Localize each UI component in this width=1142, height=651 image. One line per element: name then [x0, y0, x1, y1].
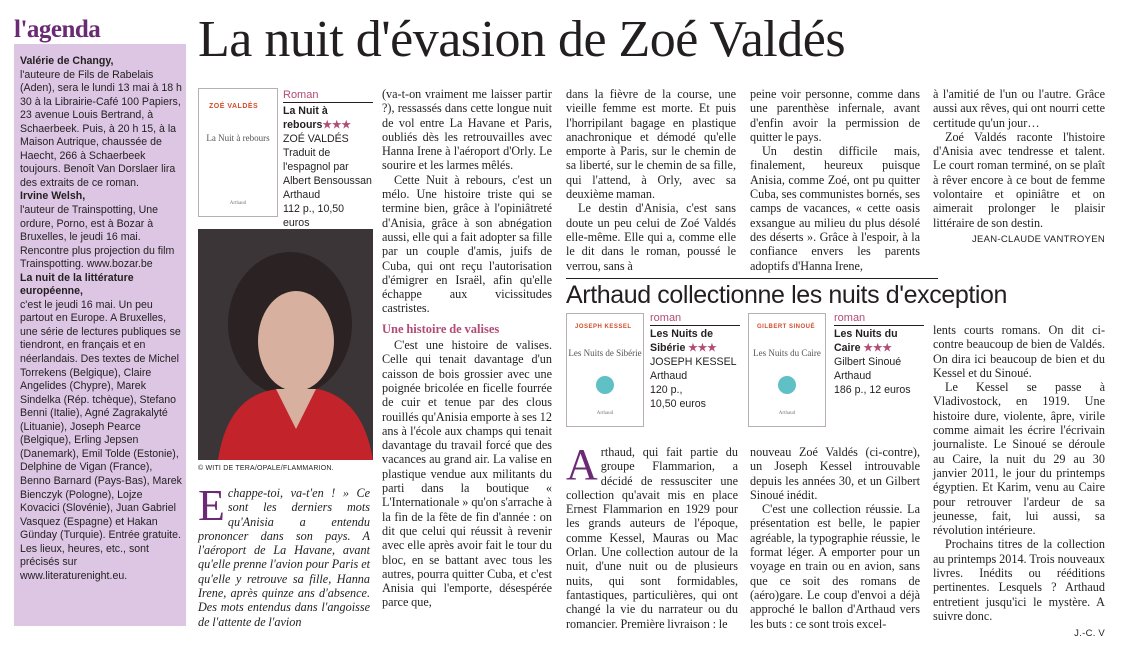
- article-opening: [198, 481, 370, 629]
- cover-author: JOSEPH KESSEL: [575, 324, 632, 330]
- paragraph: rthaud, qui fait partie du groupe Flammarion, a décidé de ressusciter une collection qu'avait mis en place Ernest Flammarion en 1929 pour les grands auteurs de l'époque, comme Kessel, Mauras ou Mac Orlan. Une collection autour de la nuit, d'une nuit ou de plusieurs nuits, qui sont formidables, fantastiques, particulières, qui ont changé la vie du narrateur ou du romancier. Première livraison : le: [566, 445, 738, 631]
- article-signature: J.-C. V: [1074, 628, 1105, 640]
- agenda-entry-text: c'est le jeudi 16 mai. Un peu partout en Europe. A Bruxelles, une série de lectures publiques se tiendront, en français et en néerlandais. Des textes de Michel Torrekens (Belgique), Claire Angelides (Chypre), Marek Sindelka (Rép. tchèque), Stefano Benni (Italie), Agné Zagrakalyté (Lituanie), Joseph Pearce (Belgique), Erling Jepsen (Danemark), Emil Tolde (Estonie), Delphine de Vigan (France), Benno Barnard (Pays-Bas), Marek Bienczyk (Pologne), Lojze Kovacici (Slovénie), Juan Gabriel Vasquez (Espagne) et Hakan Günday (Turquie). Entrée gratuite. Les lieux, heures, etc., sont précisés sur www.literaturenight.eu.: [20, 298, 182, 582]
- book-cover: [198, 88, 278, 217]
- agenda-entry: [20, 55, 184, 190]
- book-title: La Nuit à rebours: [283, 105, 328, 131]
- cover-title: Les Nuits du Caire: [753, 348, 821, 358]
- agenda-entry-lead: La nuit de la littérature européenne,: [20, 271, 134, 298]
- article-column: [933, 87, 1105, 247]
- agenda-heading: l'agenda: [14, 16, 101, 43]
- book-info: [283, 88, 373, 230]
- article-column: [750, 87, 920, 273]
- cover-publisher: Arthaud: [229, 201, 247, 206]
- book-publisher: Arthaud: [650, 370, 688, 382]
- book-details: 186 p., 12 euros: [834, 384, 911, 396]
- agenda-entry-text: l'auteur de Trainspotting, Une ordure, Porno, est à Bozar à Bruxelles, le jeudi 16 mai. Rencontre plus projection du film Trainspotting. www.bozar.be: [20, 204, 175, 271]
- paragraph: à l'amitié de l'un ou l'autre. Grâce aussi aux rêves, qui ont nourri cette certitude qu'un jour…: [933, 87, 1105, 130]
- article-column: [382, 87, 552, 610]
- paragraph: C'est une histoire de valises. Celle qui tenait davantage d'un caisson de bois grossier avec une poignée bricolée en ficelle fourrée de cuir et tenue par des clous rouillés qu'Anisia emporte à ses 12 ans à l'école aux champs qui tenait davantage du travail forcé que des vacances au grand air. La valise en plastique vendue aux militants du parti dans la boutique « L'Internationale » qu'on s'arrache à la fin de la fête de fin d'année : on dit que celui qui réussit à revenir avec elle après avoir fait le tour du bloc, en se battant avec tous les autres, pourra quitter Cuba, et c'est Anisia qui l'emporte, désespérée parce que,: [382, 338, 552, 610]
- drop-cap: A: [566, 440, 598, 489]
- article-column: [750, 445, 920, 631]
- book-price: 10,50 euros: [650, 398, 706, 410]
- paragraph: Zoé Valdés raconte l'histoire d'Anisia avec tendresse et talent. Le court roman terminé, on se plaît à rêver encore à ce bout de femme volontaire et opiniâtre et on aimerait prolonger le plaisir littéraire de son destin.: [933, 129, 1105, 230]
- cover-ornament: [596, 376, 614, 394]
- cover-title: La Nuit à rebours: [206, 133, 270, 143]
- agenda-list: [20, 55, 184, 583]
- paragraph: nouveau Zoé Valdés (ci-contre), un Joseph Kessel introuvable depuis les années 30, et un Gilbert Sinoué inédit.: [750, 445, 920, 502]
- book-translator: Traduit de l'espagnol par Albert Bensoussan: [283, 147, 372, 187]
- drop-cap: E: [198, 481, 225, 530]
- subheading: Une histoire de valises: [382, 321, 500, 336]
- article-signature: JEAN-CLAUDE VANTROYEN: [971, 233, 1105, 245]
- book-cover: [748, 313, 826, 427]
- book-genre: roman: [834, 312, 866, 324]
- paragraph: Cette Nuit à rebours, c'est un mélo. Une histoire triste qui se termine bien, grâce à l'opiniâtreté d'Anisia, grâce à son abnégation aussi, elle qui a fait adopter sa fille par un couple d'amis, juifs de Cuba, qui ont reçu l'autorisation d'émigrer en Israël, afin qu'elle échappe aux vicissitudes castristes.: [382, 172, 552, 316]
- paragraph: Un destin difficile mais, finalement, heureux puisque Anisia, comme Zoé, ont pu quitter Cuba, ses communistes bornés, ses camps de vacances, « cette oasis exsangue au milieu du plus désolé des déserts ». Grâce à l'espoir, à la confiance envers les parents adoptifs d'Hanna Irene,: [750, 144, 920, 273]
- article-title: La nuit d'évasion de Zoé Valdés: [198, 11, 846, 68]
- article-column: [566, 87, 736, 273]
- book-author: ZOÉ VALDÉS: [283, 133, 349, 145]
- rating-stars: ★★★: [688, 342, 717, 354]
- paragraph: dans la fièvre de la course, une vieille femme est morte. Et puis l'horripilant bagage en plastique anachronique et démodé qu'elle emporte à Paris, sur le chemin de sa liberté, sur le chemin de sa fille, qui l'attend, à Orly, avec sa deuxième maman.: [566, 87, 736, 202]
- paragraph: Le Kessel se passe à Vladivostock, en 1919. Une histoire dure, violente, âpre, virile comme aimait les écrire l'écrivain journaliste. Le Sinoué se déroule au Caire, la nuit du 29 au 30 janvier 2011, le jour du printemps égyptien. Et Karim, venu au Caire pour retrouver l'ardeur de sa jeunesse, fait, lui aussi, sa révolution intérieure.: [933, 380, 1105, 538]
- agenda-entry: [20, 272, 184, 584]
- paragraph: C'est une collection réussie. La présentation est belle, le papier agréable, la typographie réussie, le format léger. A emporter pour un voyage en train ou en avion, sans que ce soit des romans de (aéro)gare. Le coup d'envoi a déjà approché le ballon d'Arthaud vers les buts : ce sont trois excel-: [750, 502, 920, 631]
- cover-title: Les Nuits de Sibérie: [568, 348, 642, 358]
- book-info: [834, 311, 924, 397]
- paragraph: peine voir personne, comme dans une parenthèse infernale, avant d'enfin avoir la permission de quitter le pays.: [750, 87, 920, 144]
- cover-author: GILBERT SINOUÉ: [757, 324, 816, 330]
- photo-credit: © WITI DE TERA/OPALE/FLAMMARION.: [198, 465, 334, 472]
- book-pages: 120 p.,: [650, 384, 683, 396]
- book-publisher: Arthaud: [283, 189, 321, 201]
- rating-stars: ★★★: [863, 342, 892, 354]
- book-details: 112 p., 10,50 euros: [283, 203, 345, 229]
- article-column: [566, 440, 738, 631]
- cover-author: ZOÉ VALDÉS: [209, 103, 259, 110]
- cover-publisher: Arthaud: [596, 411, 614, 416]
- cover-publisher: Arthaud: [778, 411, 796, 416]
- agenda-entry: [20, 190, 184, 271]
- article-column: [933, 323, 1105, 642]
- book-title: Les Nuits de Sibérie: [650, 328, 713, 354]
- opening-text: chappe-toi, va-t'en ! » Ce sont les derniers mots qu'Anisia a entendu prononcer dans son pays. A l'aéroport de La Havane, avant qu'elle prenne l'avion pour Paris et qu'elle y retrouve sa fille, Hanna Irene, après quinze ans d'absence. Des mots entendus dans l'angoisse de l'attente de l'avion: [198, 486, 370, 629]
- paragraph: Le destin d'Anisia, c'est sans doute un peu celui de Zoé Valdés elle-même. Elle qui a, comme elle le dit dans le roman, poussé le verrou, sans à: [566, 201, 736, 273]
- book-genre: roman: [650, 312, 682, 324]
- divider: [566, 278, 938, 279]
- book-author: JOSEPH KESSEL: [650, 356, 737, 368]
- book-info: [650, 311, 740, 411]
- paragraph: (va-t-on vraiment me laisser partir ?), ressassés dans cette longue nuit de vol entre La Havane et Paris, oubliés dès les retrouvailles avec Hanna Irene à l'aéroport d'Orly. Le sourire et les larmes mêlés.: [382, 87, 552, 173]
- cover-ornament: [778, 376, 796, 394]
- rating-stars: ★★★: [322, 119, 351, 131]
- agenda-entry-lead: Valérie de Changy,: [20, 55, 114, 67]
- author-photo: [198, 229, 373, 460]
- book-publisher: Arthaud: [834, 370, 872, 382]
- agenda-entry-text: l'auteure de Fils de Rabelais (Aden), sera le lundi 13 mai à 18 h 30 à la Librairie-Café 100 Papiers, 23 avenue Louis Bertrand, à Schaerbeek. Puis, à 20 h 15, à la Maison Autrique, chaussée de Haecht, 266 à Schaerbeek toujours. Benoît Van Dorslaer lira des extraits de ce roman.: [20, 68, 182, 189]
- book-cover: [566, 313, 644, 427]
- second-title: Arthaud collectionne les nuits d'exception: [566, 281, 1008, 309]
- book-genre: Roman: [283, 89, 319, 101]
- agenda-entry-lead: Irvine Welsh,: [20, 190, 86, 203]
- book-title: Les Nuits du Caire: [834, 328, 898, 354]
- paragraph: Prochains titres de la collection au printemps 2014. Trois nouveaux livres. Inédits ou rééditions pertinentes. Lesquels ? Arthaud entretient jusqu'ici le mystère. A suivre donc.: [933, 537, 1105, 623]
- paragraph: lents courts romans. On dit ci-contre beaucoup de bien de Valdés. On dira ici beaucoup de bien et du Kessel et du Sinoué.: [933, 323, 1105, 380]
- book-author: Gilbert Sinoué: [834, 356, 902, 368]
